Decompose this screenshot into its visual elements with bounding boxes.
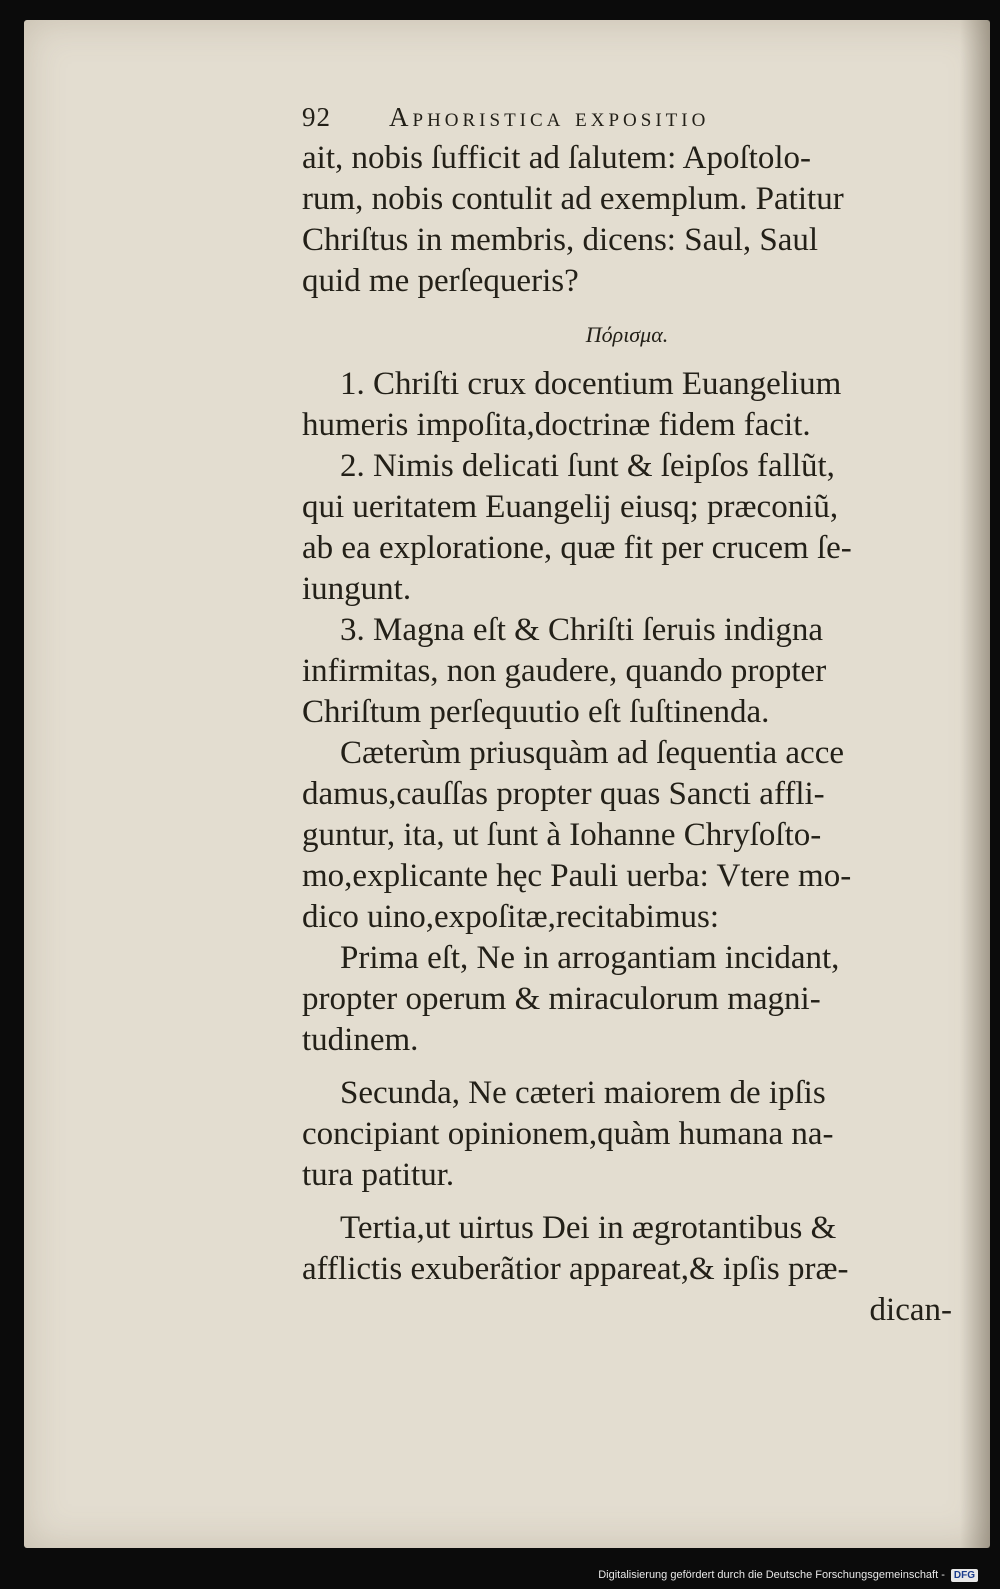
greek-heading: Πόρισμα. [585,322,669,347]
text-line: ait, nobis ſufficit ad ſalutem: Apoſtolo- [302,140,811,176]
text-line: humeris impoſita,doctrinæ fidem facit. [302,407,811,443]
text-line: propter operum & miraculorum magni- [302,981,821,1017]
text-line: Prima eſt, Ne in arrogantiam incidant, [340,940,840,976]
running-title: Aphoristica expositio [389,102,710,132]
book-page [24,20,990,1548]
text-line: tudinem. [302,1022,419,1058]
footer-text: Digitalisierung gefördert durch die Deutsche Forschungsgemeinschaft - [598,1569,945,1581]
digitization-footer [598,1565,978,1585]
paragraph-block-3 [302,1073,952,1196]
dfg-logo: DFG [951,1569,978,1582]
text-line: Chriſtum perſequutio eſt ſuſtinenda. [302,694,770,730]
text-line: dico uino,expoſitæ,recitabimus: [302,899,720,935]
text-line: mo,explicante hęc Pauli uerba: Vtere mo- [302,858,852,894]
page-number: 92 [302,102,331,132]
text-line: tura patitur. [302,1157,455,1193]
text-line: qui ueritatem Euangelij eiusq; præconiũ, [302,489,839,525]
text-line: Chriſtus in membris, dicens: Saul, Saul [302,222,819,258]
paragraph-block-1 [302,138,952,302]
catchword: dican- [869,1292,952,1328]
text-line: afflictis exuberãtior appareat,& ipſis præ- [302,1251,849,1287]
page-text [302,96,952,1331]
text-line: 3. Magna eſt & Chriſti ſeruis indigna [340,612,824,648]
text-line: infirmitas, non gaudere, quando propter [302,653,827,689]
text-line: quid me perſequeris? [302,263,579,299]
page-gutter-shadow [960,20,990,1548]
text-line: concipiant opinionem,quàm humana na- [302,1116,834,1152]
text-line: Tertia,ut uirtus Dei in ægrotantibus & [340,1210,837,1246]
text-line: guntur, ita, ut ſunt à Iohanne Chryſoſto- [302,817,822,853]
text-line: rum, nobis contulit ad exemplum. Patitur [302,181,844,217]
paragraph-block-2 [302,364,952,1061]
text-line: ab ea exploratione, quæ fit per crucem ſe- [302,530,852,566]
running-header [302,96,952,138]
text-line: damus,cauſſas propter quas Sancti affli- [302,776,825,812]
text-line: Secunda, Ne cæteri maiorem de ipſis [340,1075,826,1111]
text-line: 1. Chriſti crux docentium Euangelium [340,366,842,402]
text-line: Cæterùm priusquàm ad ſequentia acce [340,735,844,771]
text-line: iungunt. [302,571,412,607]
text-line: 2. Nimis delicati ſunt & ſeipſos fallũt, [340,448,835,484]
paragraph-block-4 [302,1208,952,1331]
